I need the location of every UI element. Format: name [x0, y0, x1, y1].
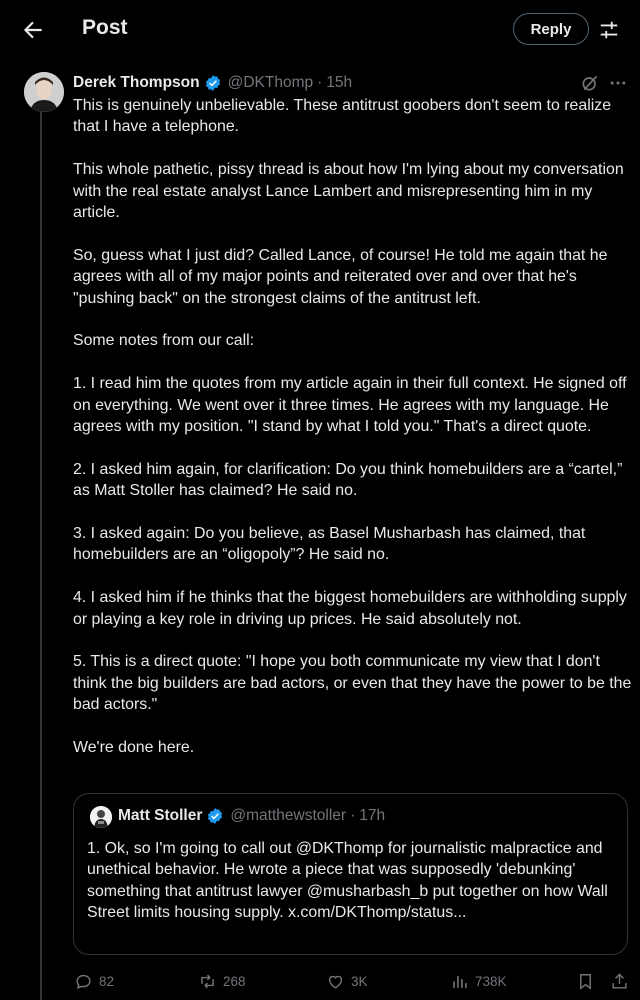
quote-avatar	[90, 806, 112, 828]
analytics-icon	[450, 972, 469, 991]
repost-action[interactable]	[198, 966, 246, 996]
quote-time: 17h	[359, 807, 386, 824]
post-body	[73, 95, 633, 758]
page-title: Post	[82, 16, 128, 39]
view-count: 738K	[475, 973, 507, 989]
post-paragraph: This whole pathetic, pissy thread is about how I'm lying about my conversation with the real estate analyst Lance Lambert and misrepresenting him in my article.	[73, 161, 624, 222]
post-paragraph: 2. I asked him again, for clarification: Do you think homebuilders are a “cartel,” as Matt Stoller has claimed? He said no.	[73, 460, 623, 500]
back-arrow-icon[interactable]	[20, 17, 46, 43]
thread-line	[40, 112, 42, 1000]
sliders-icon[interactable]	[598, 19, 620, 41]
post-paragraph: We're done here.	[73, 739, 195, 757]
author-name[interactable]: Derek Thompson	[73, 74, 200, 91]
quote-author-name: Matt Stoller	[118, 807, 203, 824]
post-paragraph: 3. I asked again: Do you believe, as Basel Musharbash has claimed, that homebuilders are an “oligopoly”? He said no.	[73, 525, 586, 564]
author-handle[interactable]: @DKThomp	[227, 74, 314, 91]
quote-author-row	[118, 807, 385, 825]
post-paragraph: 1. I read him the quotes from my article again in their full context. He signed off on everything. We went over it three times. He agrees with my language. He agrees with my position. "I stand by what I told you." That's a direct quote.	[73, 375, 627, 436]
post-paragraph: This is genuinely unbelievable. These antitrust goobers don't seem to realize that I have a telephone.	[73, 97, 612, 136]
views-action[interactable]	[450, 966, 507, 996]
avatar[interactable]	[24, 72, 64, 112]
post-paragraph: Some notes from our call:	[73, 332, 255, 350]
repost-icon	[198, 972, 217, 991]
post-paragraph: 5. This is a direct quote: "I hope you both communicate my view that I don't think the big builders are bad actors, or even that they have the power to be the bad actors."	[73, 653, 632, 714]
post-paragraph: So, guess what I just did? Called Lance, of course! He told me again that he agrees with all of my major points and reiterated over and over that he's "pushing back" on the strongest claims of the antitrust left.	[73, 246, 608, 307]
bookmark-icon	[576, 972, 595, 991]
verified-badge-icon	[204, 74, 222, 92]
verified-badge-icon	[206, 807, 224, 825]
post-author-row	[73, 72, 352, 94]
repost-count: 268	[223, 973, 246, 989]
bookmark-action[interactable]	[576, 966, 601, 996]
top-bar	[0, 0, 640, 62]
like-action[interactable]	[326, 966, 368, 996]
grok-icon[interactable]	[580, 73, 600, 93]
comment-icon	[74, 972, 93, 991]
post-time[interactable]: 15h	[326, 74, 353, 91]
reply-count: 82	[99, 973, 115, 989]
more-options-icon[interactable]	[608, 73, 628, 93]
separator-dot: ·	[317, 74, 323, 91]
reply-button[interactable]: Reply	[513, 13, 589, 45]
quoted-post[interactable]	[73, 793, 628, 955]
separator-dot: ·	[350, 807, 356, 824]
post-paragraph: 4. I asked him if he thinks that the biggest homebuilders are withholding supply or playing a key role in driving up prices. He said absolutely not.	[73, 589, 627, 628]
share-icon	[610, 972, 629, 991]
share-action[interactable]	[610, 966, 635, 996]
quote-author-handle: @matthewstoller	[230, 807, 347, 824]
quote-body: 1. Ok, so I'm going to call out @DKThomp for journalistic malpractice and unethical behavior. He wrote a piece that was supposedly 'debunking' something that antitrust lawyer @musharbash_b put together on how Wall Street limits housing supply. x.com/DKThomp/status...	[87, 840, 608, 922]
like-count: 3K	[351, 973, 368, 989]
reply-action[interactable]	[74, 966, 114, 996]
heart-icon	[326, 972, 345, 991]
action-bar	[0, 966, 640, 996]
